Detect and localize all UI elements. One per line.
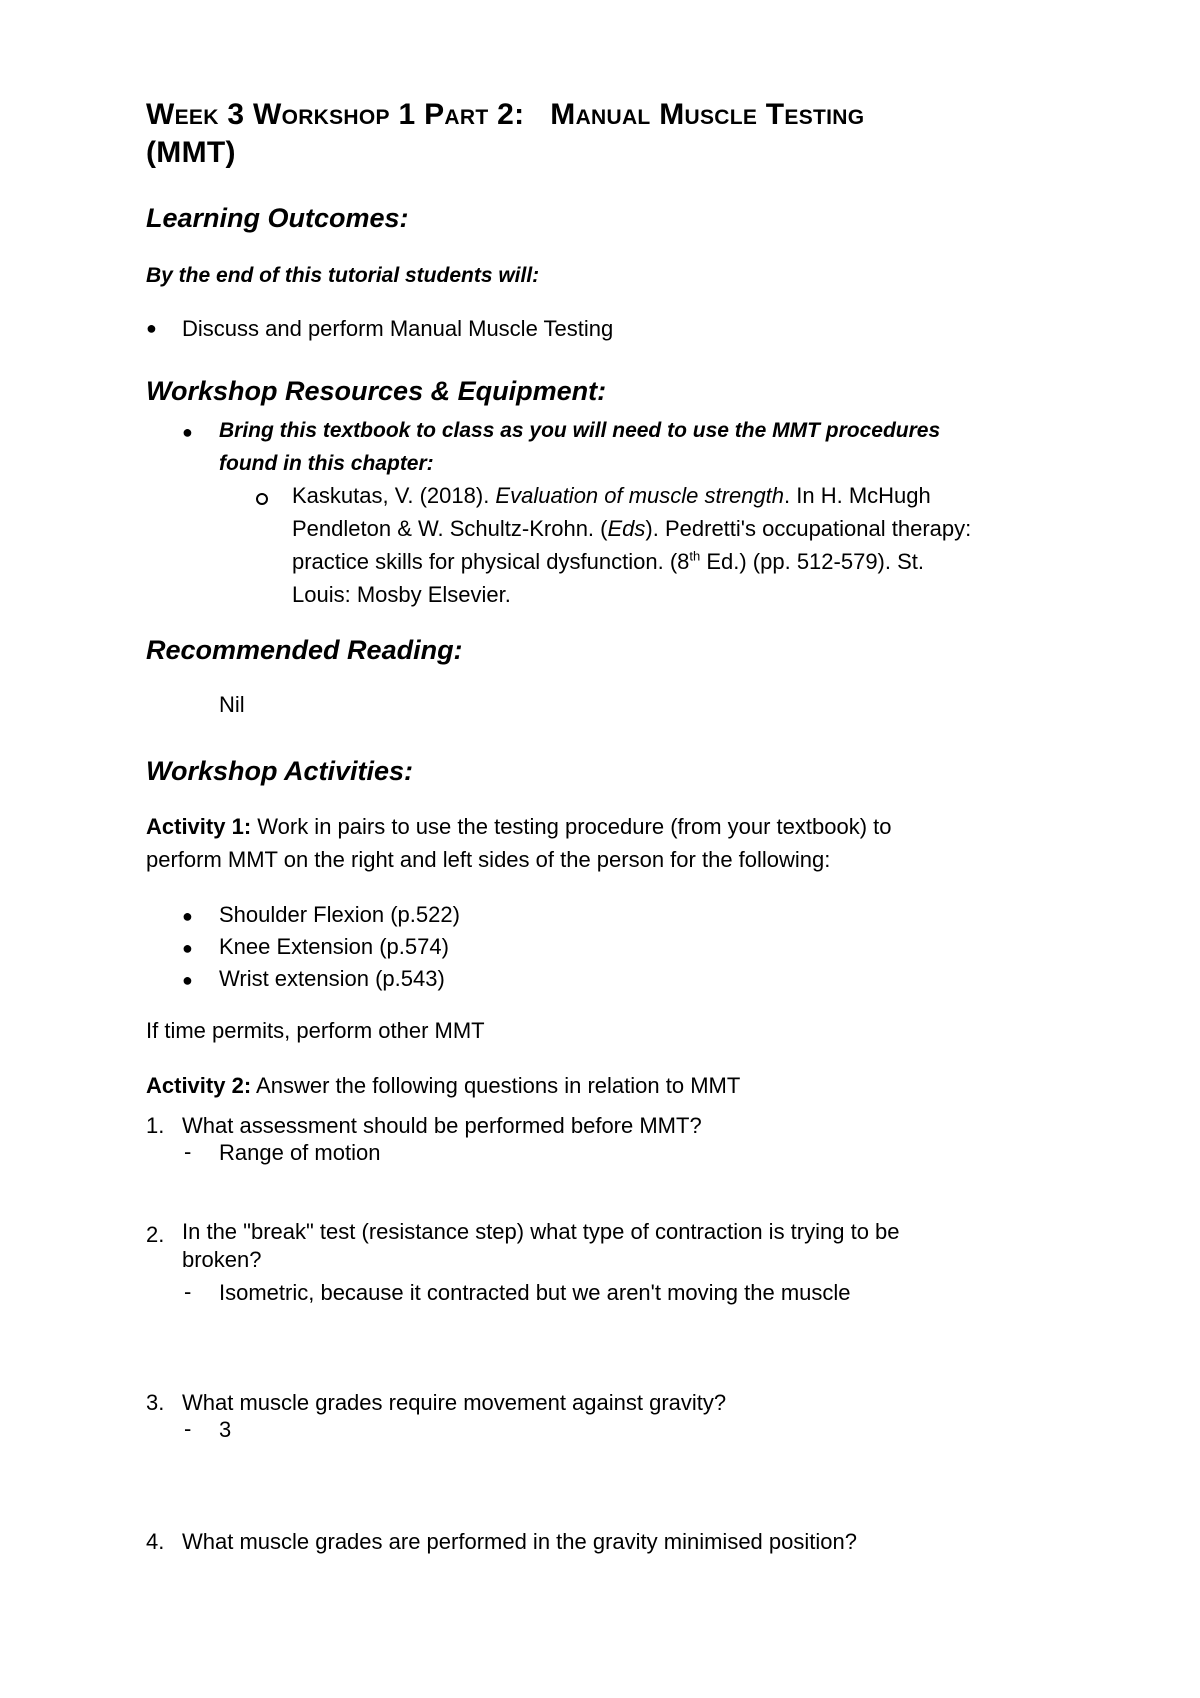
activity-1-item: Wrist extension (p.543) — [219, 966, 445, 991]
activity-1-label: Activity 1: — [146, 814, 252, 839]
question-number: 2. — [146, 1222, 165, 1247]
title-line-2: (MMT) — [146, 136, 236, 169]
ref-after-title: . In H. McHugh — [784, 483, 931, 508]
resources-bullet-line-1: Bring this textbook to class as you will need to use the MMT procedures — [219, 419, 941, 442]
ref-sup: th — [689, 548, 701, 564]
question-number: 3. — [146, 1390, 165, 1415]
learning-item: Discuss and perform Manual Muscle Testing — [182, 316, 614, 341]
bullet-icon: ● — [182, 938, 193, 958]
activity-2-label: Activity 2: — [146, 1073, 252, 1098]
answer-text: 3 — [219, 1417, 232, 1442]
ref-line2-b: ). Pedretti's occupational therapy: — [645, 516, 972, 541]
ref-line4: Louis: Mosby Elsevier. — [292, 582, 511, 607]
question-text — [182, 1218, 1082, 1274]
question-number: 4. — [146, 1529, 165, 1554]
ref-line3-a: practice skills for physical dysfunction. (8 — [292, 549, 690, 574]
activity-1-text-line-1: Work in pairs to use the testing procedure (from your textbook) to — [251, 814, 892, 839]
activity-1-text — [146, 810, 1106, 876]
page-title — [146, 96, 1086, 172]
ref-line3-b: Ed.) (pp. 512-579). St. — [700, 549, 924, 574]
resources-heading: Workshop Resources & Equipment: — [146, 376, 607, 406]
ref-title: Evaluation of muscle strength — [495, 483, 785, 508]
question-line-1: In the "break" test (resistance step) what type of contraction is trying to be — [182, 1219, 900, 1244]
answer-dash: - — [184, 1416, 192, 1441]
recommended-heading: Recommended Reading: — [146, 635, 463, 665]
answer-text: Isometric, because it contracted but we aren't moving the muscle — [219, 1280, 851, 1305]
resources-bullet — [219, 414, 940, 480]
reference-citation — [292, 479, 1092, 611]
activity-2-text — [146, 1069, 740, 1102]
activity-1-note: If time permits, perform other MMT — [146, 1018, 485, 1043]
question-text: What muscle grades require movement against gravity? — [182, 1390, 727, 1415]
answer-dash: - — [184, 1139, 192, 1164]
bullet-icon: ● — [182, 906, 193, 926]
resources-bullet-line-2: found in this chapter: — [219, 452, 434, 475]
ref-line2-a: Pendleton & W. Schultz-Krohn. ( — [292, 516, 608, 541]
ref-author: Kaskutas, V. (2018). — [292, 483, 496, 508]
question-text: What assessment should be performed before MMT? — [182, 1113, 702, 1138]
learning-intro: By the end of this tutorial students will: — [146, 264, 540, 287]
learning-outcomes-heading: Learning Outcomes: — [146, 203, 409, 233]
recommended-value: Nil — [219, 692, 245, 717]
bullet-icon: ● — [182, 970, 193, 990]
question-number: 1. — [146, 1113, 165, 1138]
answer-dash: - — [184, 1279, 192, 1304]
activity-1-item: Knee Extension (p.574) — [219, 934, 449, 959]
activity-1-item: Shoulder Flexion (p.522) — [219, 902, 460, 927]
answer-text: Range of motion — [219, 1140, 381, 1165]
question-text: What muscle grades are performed in the gravity minimised position? — [182, 1529, 857, 1554]
question-line-2: broken? — [182, 1247, 262, 1272]
hollow-bullet-icon — [256, 493, 268, 505]
bullet-icon: ● — [146, 318, 157, 338]
bullet-icon: ● — [182, 422, 193, 442]
activity-2-text-body: Answer the following questions in relation to MMT — [251, 1073, 741, 1098]
ref-eds: Eds — [607, 516, 646, 541]
activity-1-text-line-2: perform MMT on the right and left sides of the person for the following: — [146, 847, 831, 872]
activities-heading: Workshop Activities: — [146, 756, 414, 786]
title-line-1: Week 3 Workshop 1 Part 2: Manual Muscle Testing — [146, 98, 865, 131]
